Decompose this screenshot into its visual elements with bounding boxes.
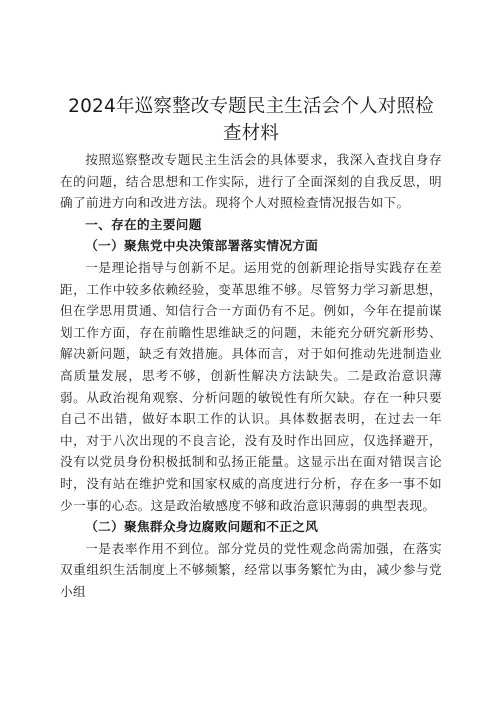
title-line-2: 查材料 [222,123,280,144]
subsection-heading-central-decisions: （一）聚焦党中央决策部署落实情况方面 [85,238,319,254]
title-line-1: 2024年巡察整改专题民主生活会个人对照检 [68,96,434,117]
document-title [60,93,442,147]
body-paragraph-1: 一是理论指导与创新不足。运用党的创新理论指导实践存在差距，工作中较多依赖经验，变革思维不够。尽管努力学习新思想，但在学思用贯通、知信行合一方面仍有不足。例如，今年在提前谋划工作方面，存在前瞻性思维缺乏的问题，未能充分研究新形势、解决新问题，缺乏有效措施。具体而言，对于如何推动先进制造业高质量发展，思考不够，创新性解决方法缺失。二是政治意识薄弱。从政治视角观察、分析问题的敏锐性有所欠缺。存在一种只要自己不出错，做好本职工作的认识。具体数据表明，在过去一年中，对于八次出现的不良言论，没有及时作出回应，仅选择避开，没有以党员身份积极抵制和弘扬正能量。这显示出在面对错误言论时，没有站在维护党和国家权威的高度进行分析，存在多一事不如少一事的心态。这是政治敏感度不够和政治意识薄弱的典型表现。 [60,259,442,513]
body-paragraph-2: 一是表率作用不到位。部分党员的党性观念尚需加强，在落实双重组织生活制度上不够频繁，经常以事务繁忙为由，减少参与党小组 [60,540,442,599]
section-heading-problems: 一、存在的主要问题 [85,216,202,232]
subsection-heading-corruption: （二）聚焦群众身边腐败问题和不正之风 [85,519,319,535]
intro-paragraph: 按照巡察整改专题民主生活会的具体要求，我深入查找自身存在的问题，结合思想和工作实际，进行了全面深刻的自我反思，明确了前进方向和改进方法。现将个人对照检查情况报告如下。 [60,152,442,211]
